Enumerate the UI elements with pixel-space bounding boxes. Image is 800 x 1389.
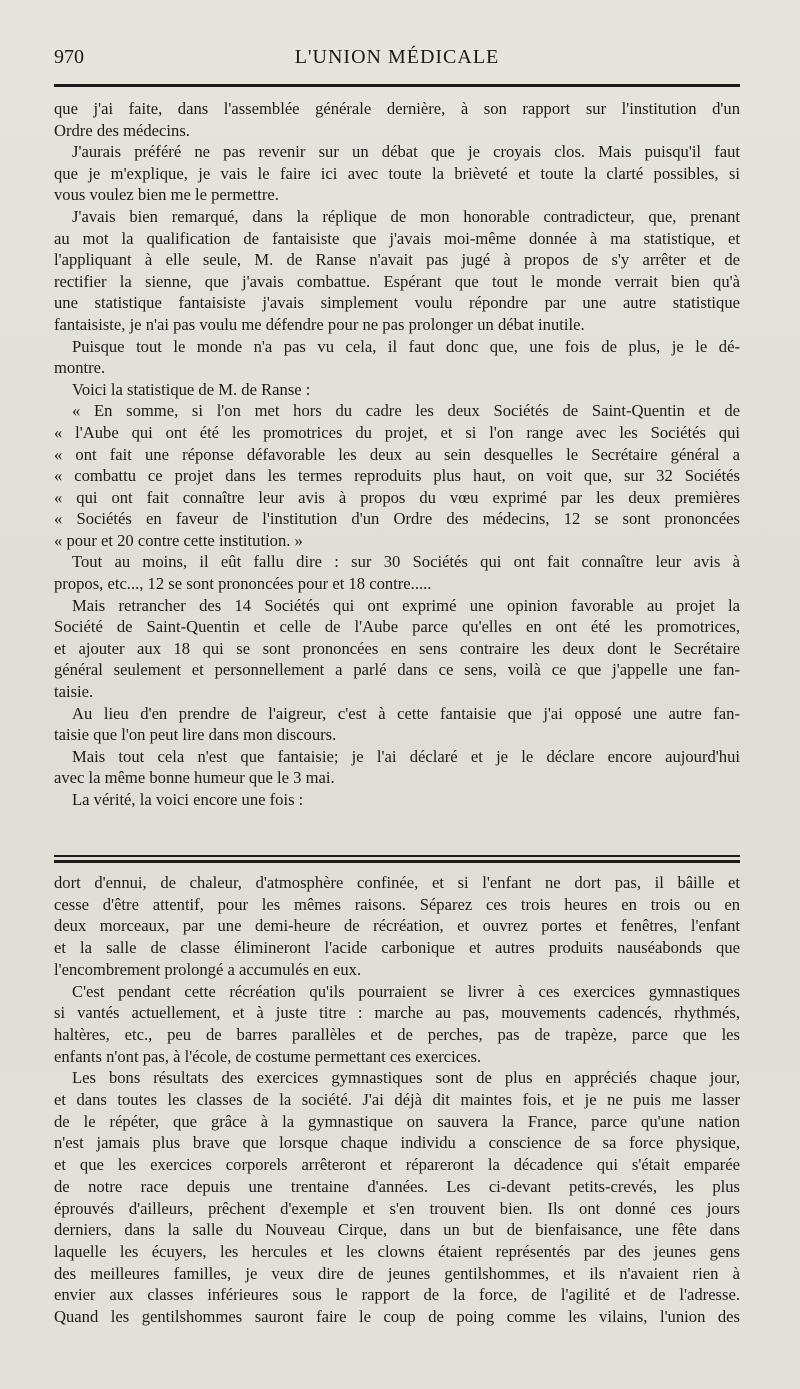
- text-line: au mot la qualification de fantaisiste que j'avais moi-même donnée à ma statistique, et: [54, 228, 740, 248]
- text-line: Mais retrancher des 14 Sociétés qui ont exprimé une opinion favorable au projet la: [72, 595, 740, 615]
- text-line: cesse d'être attentif, pour les mêmes raisons. Séparez ces trois heures en trois ou en: [54, 894, 740, 914]
- text-line: si vantés actuellement, et à juste titre : marche au pas, mouvements cadencés, rhythmés,: [54, 1003, 740, 1023]
- text-line: avec la même bonne humeur que le 3 mai.: [54, 768, 335, 788]
- section-divider-thick: [54, 860, 740, 863]
- section-divider-thin: [54, 855, 740, 857]
- page-header: [54, 46, 740, 76]
- text-line: et que les exercices corporels arrêteront et répareront la décadence qui s'était emparée: [54, 1155, 740, 1175]
- text-line: enfants n'ont pas, à l'école, de costume permettant ces exercices.: [54, 1046, 482, 1066]
- text-line: deux morceaux, par une demi-heure de récréation, et ouvrez portes et fenêtres, l'enfant: [54, 916, 740, 936]
- quote-line: « combattu ce projet dans les termes reproduits plus haut, on voit que, sur 32 Sociétés: [54, 466, 740, 486]
- text-line: montre.: [54, 358, 106, 378]
- text-line: et dans toutes les classes de la société. J'ai déjà dit maintes fois, et je ne puis me lasser: [54, 1090, 740, 1110]
- text-line: Quand les gentilshommes sauront faire le coup de poing comme les vilains, l'union des: [54, 1307, 740, 1327]
- text-line: C'est pendant cette récréation qu'ils pourraient se livrer à ces exercices gymnastiques: [72, 981, 740, 1001]
- text-line: Voici la statistique de M. de Ranse :: [72, 379, 311, 399]
- lower-article-text: [54, 872, 740, 1328]
- text-line: haltères, etc., peu de barres parallèles et de perches, pas de trapèze, parce que les: [54, 1024, 740, 1044]
- page-number: 970: [54, 46, 84, 68]
- text-line: derniers, dans la salle du Nouveau Cirque, dans un but de bienfaisance, une fête dans: [54, 1220, 740, 1240]
- text-line: que je m'explique, je vais le faire ici avec toute la brièveté et toute la clarté possibles, si: [54, 163, 740, 183]
- quote-line: « ont fait une réponse défavorable les deux au sein desquelles le Secrétaire général a: [54, 444, 740, 464]
- quote-line: « pour et 20 contre cette institution. »: [54, 530, 303, 550]
- text-line: éprouvés d'ailleurs, prêchent d'exemple et s'en trouvent bien. Ils ont donné ces jours: [54, 1198, 740, 1218]
- text-line: taisie.: [54, 682, 94, 702]
- text-line: l'appliquant à elle seule, M. de Ranse n'avait pas jugé à propos de s'y arrêter et de: [54, 250, 740, 270]
- text-line: Ordre des médecins.: [54, 120, 190, 140]
- text-line: que j'ai faite, dans l'assemblée générale dernière, à son rapport sur l'institution d'un: [54, 99, 740, 118]
- text-line: laquelle les écuyers, les hercules et les clowns étaient représentés par des jeunes gens: [54, 1241, 740, 1261]
- text-line: propos, etc..., 12 se sont prononcées pour et 18 contre.....: [54, 574, 432, 594]
- quote-line: « l'Aube qui ont été les promotrices du projet, et si l'on range avec les Sociétés qui: [54, 422, 740, 442]
- text-line: Les bons résultats des exercices gymnastiques sont de plus en appréciés chaque jour,: [72, 1068, 740, 1088]
- text-line: de le répéter, que grâce à la gymnastique on sauvera la France, parce qu'une nation: [54, 1111, 740, 1131]
- upper-article-text: [54, 98, 740, 811]
- text-line: rectifier la sienne, que j'avais combattue. Espérant que tout le monde verrait bien qu'à: [54, 271, 740, 291]
- quote-line: « qui ont fait connaître leur avis à propos du vœu exprimé par les deux premières: [54, 487, 740, 507]
- quote-line: « Sociétés en faveur de l'institution d'un Ordre des médecins, 12 se sont prononcées: [54, 509, 740, 529]
- text-line: La vérité, la voici encore une fois :: [72, 790, 304, 809]
- quote-line: « En somme, si l'on met hors du cadre les deux Sociétés de Saint-Quentin et de: [72, 401, 740, 421]
- text-line: de notre race depuis une trentaine d'années. Les ci-devant petits-crevés, les plus: [54, 1176, 740, 1196]
- text-line: Société de Saint-Quentin et celle de l'Aube parce qu'elles en ont été les promotrices,: [54, 617, 740, 637]
- text-line: J'avais bien remarqué, dans la réplique de mon honorable contradicteur, que, prenant: [72, 206, 740, 226]
- text-line: et la salle de classe élimineront l'acide carbonique et autres produits nauséabonds que: [54, 938, 740, 958]
- text-line: dort d'ennui, de chaleur, d'atmosphère confinée, et si l'enfant ne dort pas, il bâille et: [54, 873, 740, 892]
- text-line: Tout au moins, il eût fallu dire : sur 30 Sociétés qui ont fait connaître leur avis à: [72, 552, 740, 572]
- text-line: une statistique fantaisiste j'avais simplement voulu répondre par une autre statistique: [54, 293, 740, 313]
- text-line: des meilleures familles, je veux dire de jeunes gentilshommes, et ils n'avaient rien à: [54, 1263, 740, 1283]
- text-line: l'encombrement prolongé a accumulés en eux.: [54, 959, 362, 979]
- text-line: taisie que l'on peut lire dans mon discours.: [54, 725, 337, 745]
- text-line: Puisque tout le monde n'a pas vu cela, il faut donc que, une fois de plus, je le dé-: [72, 336, 740, 356]
- text-line: J'aurais préféré ne pas revenir sur un débat que je croyais clos. Mais puisqu'il faut: [72, 142, 740, 162]
- text-line: général seulement et personnellement a parlé dans ce sens, voilà ce que j'appelle une fan-: [54, 660, 740, 680]
- text-line: et ajouter aux 18 qui se sont prononcées en sens contraire les deux dont le Secrétaire: [54, 638, 740, 658]
- running-title: L'UNION MÉDICALE: [294, 46, 500, 68]
- text-line: envier aux classes inférieures sous le rapport de la force, de l'agilité et de l'adresse.: [54, 1285, 740, 1305]
- text-line: Au lieu d'en prendre de l'aigreur, c'est à cette fantaisie que j'ai opposé une autre fan-: [72, 703, 740, 723]
- text-line: n'est jamais plus brave que lorsque chaque individu a conscience de sa force physique,: [54, 1133, 740, 1153]
- header-rule: [54, 84, 740, 87]
- text-line: Mais tout cela n'est que fantaisie; je l'ai déclaré et je le déclare encore aujourd'hui: [72, 746, 740, 766]
- text-line: fantaisiste, je n'ai pas voulu me défendre pour ne pas prolonger un débat inutile.: [54, 314, 585, 334]
- text-line: vous voulez bien me le permettre.: [54, 185, 279, 205]
